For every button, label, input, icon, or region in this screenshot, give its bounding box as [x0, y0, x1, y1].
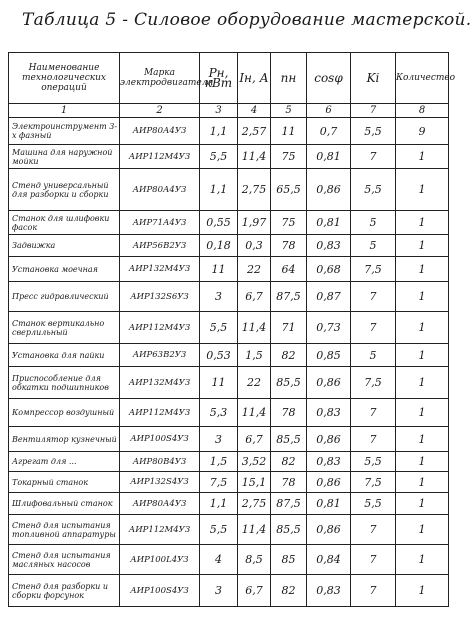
power-cell: 3 [200, 282, 238, 312]
motor-mark-cell: АИР112М4У3 [120, 399, 200, 427]
current-cell: 2,75 [238, 169, 271, 211]
current-cell: 6,7 [238, 282, 271, 312]
cos-phi-cell: 0,83 [307, 452, 351, 472]
power-cell: 11 [200, 367, 238, 399]
efficiency-cell: 87,5 [271, 282, 307, 312]
power-cell: 3 [200, 427, 238, 452]
current-cell: 22 [238, 367, 271, 399]
cos-phi-cell: 0,86 [307, 367, 351, 399]
table-row [9, 575, 449, 607]
cos-phi-cell: 0,86 [307, 169, 351, 211]
quantity-cell: 1 [396, 493, 449, 515]
current-cell: 22 [238, 257, 271, 282]
ki-cell: 7 [351, 399, 396, 427]
quantity-cell: 1 [396, 452, 449, 472]
ki-cell: 5,5 [351, 169, 396, 211]
efficiency-cell: 71 [271, 312, 307, 344]
motor-mark-cell: АИР132М4У3 [120, 367, 200, 399]
power-cell: 11 [200, 257, 238, 282]
cos-phi-cell: 0,87 [307, 282, 351, 312]
quantity-cell: 1 [396, 211, 449, 235]
column-number: 6 [307, 104, 351, 118]
motor-mark-cell: АИР71А4У3 [120, 211, 200, 235]
cos-phi-cell: 0,83 [307, 399, 351, 427]
table-body [9, 118, 449, 607]
current-cell: 1,5 [238, 344, 271, 367]
operation-cell: Шлифовальный станок [9, 493, 120, 515]
header-cos-phi: cosφ [307, 53, 351, 104]
quantity-cell: 1 [396, 312, 449, 344]
quantity-cell: 1 [396, 545, 449, 575]
operation-cell: Пресс гидравлический [9, 282, 120, 312]
current-cell: 6,7 [238, 427, 271, 452]
cos-phi-cell: 0,86 [307, 427, 351, 452]
motor-mark-cell: АИР132S4У3 [120, 472, 200, 493]
cos-phi-cell: 0,85 [307, 344, 351, 367]
table-row [9, 282, 449, 312]
table-row [9, 399, 449, 427]
efficiency-cell: 85,5 [271, 427, 307, 452]
table-row [9, 493, 449, 515]
table-row [9, 452, 449, 472]
power-cell: 5,5 [200, 515, 238, 545]
current-cell: 0,3 [238, 235, 271, 257]
power-cell: 5,3 [200, 399, 238, 427]
ki-cell: 5,5 [351, 493, 396, 515]
operation-cell: Стенд для испытания масляных насосов [9, 545, 120, 575]
motor-mark-cell: АИР112М4У3 [120, 515, 200, 545]
current-cell: 3,52 [238, 452, 271, 472]
efficiency-cell: 75 [271, 145, 307, 169]
quantity-cell: 1 [396, 235, 449, 257]
operation-cell: Стенд для испытания топливной аппаратуры [9, 515, 120, 545]
quantity-cell: 1 [396, 257, 449, 282]
ki-cell: 5 [351, 344, 396, 367]
current-cell: 11,4 [238, 399, 271, 427]
table-row [9, 367, 449, 399]
efficiency-cell: 75 [271, 211, 307, 235]
cos-phi-cell: 0,86 [307, 515, 351, 545]
table-row [9, 312, 449, 344]
header-power: Pн, кВт [200, 53, 238, 104]
efficiency-cell: 85,5 [271, 515, 307, 545]
motor-mark-cell: АИР63В2У3 [120, 344, 200, 367]
table-row [9, 515, 449, 545]
cos-phi-cell: 0,84 [307, 545, 351, 575]
efficiency-cell: 82 [271, 344, 307, 367]
table-row [9, 427, 449, 452]
power-cell: 0,18 [200, 235, 238, 257]
cos-phi-cell: 0,83 [307, 575, 351, 607]
operation-cell: Токарный станок [9, 472, 120, 493]
column-number-row [9, 104, 449, 118]
ki-cell: 7,5 [351, 367, 396, 399]
cos-phi-cell: 0,73 [307, 312, 351, 344]
header-operation: Наименование технологических операций [9, 53, 120, 104]
motor-mark-cell: АИР112М4У3 [120, 145, 200, 169]
efficiency-cell: 78 [271, 472, 307, 493]
motor-mark-cell: АИР100L4У3 [120, 545, 200, 575]
current-cell: 15,1 [238, 472, 271, 493]
operation-cell: Установка моечная [9, 257, 120, 282]
quantity-cell: 1 [396, 367, 449, 399]
header-row [9, 53, 449, 104]
power-cell: 5,5 [200, 312, 238, 344]
operation-cell: Вентилятор кузнечный [9, 427, 120, 452]
operation-cell: Компрессор воздушный [9, 399, 120, 427]
column-number: 7 [351, 104, 396, 118]
table-row [9, 169, 449, 211]
column-number: 1 [9, 104, 120, 118]
header-ki: Ki [351, 53, 396, 104]
motor-mark-cell: АИР100S4У3 [120, 575, 200, 607]
operation-cell: Станок вертикально сверлильный [9, 312, 120, 344]
operation-cell: Приспособление для обкатки подшипников [9, 367, 120, 399]
efficiency-cell: 65,5 [271, 169, 307, 211]
quantity-cell: 1 [396, 399, 449, 427]
power-cell: 1,5 [200, 452, 238, 472]
header-current: Iн, А [238, 53, 271, 104]
column-number: 8 [396, 104, 449, 118]
current-cell: 2,57 [238, 118, 271, 145]
power-cell: 0,53 [200, 344, 238, 367]
current-cell: 11,4 [238, 145, 271, 169]
ki-cell: 5 [351, 211, 396, 235]
power-cell: 7,5 [200, 472, 238, 493]
quantity-cell: 1 [396, 515, 449, 545]
current-cell: 2,75 [238, 493, 271, 515]
quantity-cell: 1 [396, 282, 449, 312]
table-row [9, 235, 449, 257]
motor-mark-cell: АИР132М4У3 [120, 257, 200, 282]
column-number: 4 [238, 104, 271, 118]
motor-mark-cell: АИР132S6У3 [120, 282, 200, 312]
efficiency-cell: 78 [271, 235, 307, 257]
ki-cell: 7 [351, 427, 396, 452]
header-motor-mark: Марка электродвигателя [120, 53, 200, 104]
equipment-table [8, 52, 456, 607]
efficiency-cell: 85 [271, 545, 307, 575]
motor-mark-cell: АИР80А4У3 [120, 169, 200, 211]
current-cell: 8,5 [238, 545, 271, 575]
power-cell: 1,1 [200, 493, 238, 515]
header-quantity: Количество [396, 53, 449, 104]
quantity-cell: 1 [396, 472, 449, 493]
power-cell: 1,1 [200, 118, 238, 145]
ki-cell: 7 [351, 282, 396, 312]
ki-cell: 7,5 [351, 472, 396, 493]
cos-phi-cell: 0,81 [307, 211, 351, 235]
operation-cell: Станок для шлифовки фасок [9, 211, 120, 235]
efficiency-cell: 87,5 [271, 493, 307, 515]
efficiency-cell: 85,5 [271, 367, 307, 399]
efficiency-cell: 64 [271, 257, 307, 282]
current-cell: 11,4 [238, 515, 271, 545]
power-cell: 3 [200, 575, 238, 607]
operation-cell: Электроинструмент 3-х фазный [9, 118, 120, 145]
operation-cell: Машина для наружной мойки [9, 145, 120, 169]
power-cell: 5,5 [200, 145, 238, 169]
operation-cell: Агрегат для ... [9, 452, 120, 472]
ki-cell: 7 [351, 145, 396, 169]
cos-phi-cell: 0,7 [307, 118, 351, 145]
quantity-cell: 1 [396, 145, 449, 169]
table-row [9, 344, 449, 367]
current-cell: 6,7 [238, 575, 271, 607]
table-row [9, 118, 449, 145]
ki-cell: 5,5 [351, 118, 396, 145]
cos-phi-cell: 0,83 [307, 235, 351, 257]
efficiency-cell: 78 [271, 399, 307, 427]
quantity-cell: 9 [396, 118, 449, 145]
operation-cell: Установка для пайки [9, 344, 120, 367]
column-number: 3 [200, 104, 238, 118]
ki-cell: 7 [351, 515, 396, 545]
table-row [9, 257, 449, 282]
quantity-cell: 1 [396, 427, 449, 452]
operation-cell: Стенд универсальный для разборки и сборки [9, 169, 120, 211]
quantity-cell: 1 [396, 344, 449, 367]
motor-mark-cell: АИР80А4У3 [120, 493, 200, 515]
cos-phi-cell: 0,86 [307, 472, 351, 493]
current-cell: 1,97 [238, 211, 271, 235]
header-efficiency: nн [271, 53, 307, 104]
motor-mark-cell: АИР56В2У3 [120, 235, 200, 257]
column-number: 2 [120, 104, 200, 118]
motor-mark-cell: АИР100S4У3 [120, 427, 200, 452]
efficiency-cell: 11 [271, 118, 307, 145]
motor-mark-cell: АИР112М4У3 [120, 312, 200, 344]
power-cell: 4 [200, 545, 238, 575]
ki-cell: 5 [351, 235, 396, 257]
quantity-cell: 1 [396, 169, 449, 211]
ki-cell: 7 [351, 575, 396, 607]
ki-cell: 7 [351, 312, 396, 344]
column-number: 5 [271, 104, 307, 118]
current-cell: 11,4 [238, 312, 271, 344]
ki-cell: 5,5 [351, 452, 396, 472]
cos-phi-cell: 0,81 [307, 493, 351, 515]
ki-cell: 7,5 [351, 257, 396, 282]
table-row [9, 211, 449, 235]
table-row [9, 472, 449, 493]
cos-phi-cell: 0,81 [307, 145, 351, 169]
table-title: Таблица 5 - Силовое оборудование мастерской. [22, 10, 472, 30]
motor-mark-cell: АИР80В4У3 [120, 452, 200, 472]
table-row [9, 545, 449, 575]
operation-cell: Стенд для разборки и сборки форсунок [9, 575, 120, 607]
motor-mark-cell: АИР80А4У3 [120, 118, 200, 145]
table-row [9, 145, 449, 169]
quantity-cell: 1 [396, 575, 449, 607]
power-cell: 0,55 [200, 211, 238, 235]
ki-cell: 7 [351, 545, 396, 575]
power-cell: 1,1 [200, 169, 238, 211]
efficiency-cell: 82 [271, 452, 307, 472]
cos-phi-cell: 0,68 [307, 257, 351, 282]
operation-cell: Задвижка [9, 235, 120, 257]
efficiency-cell: 82 [271, 575, 307, 607]
